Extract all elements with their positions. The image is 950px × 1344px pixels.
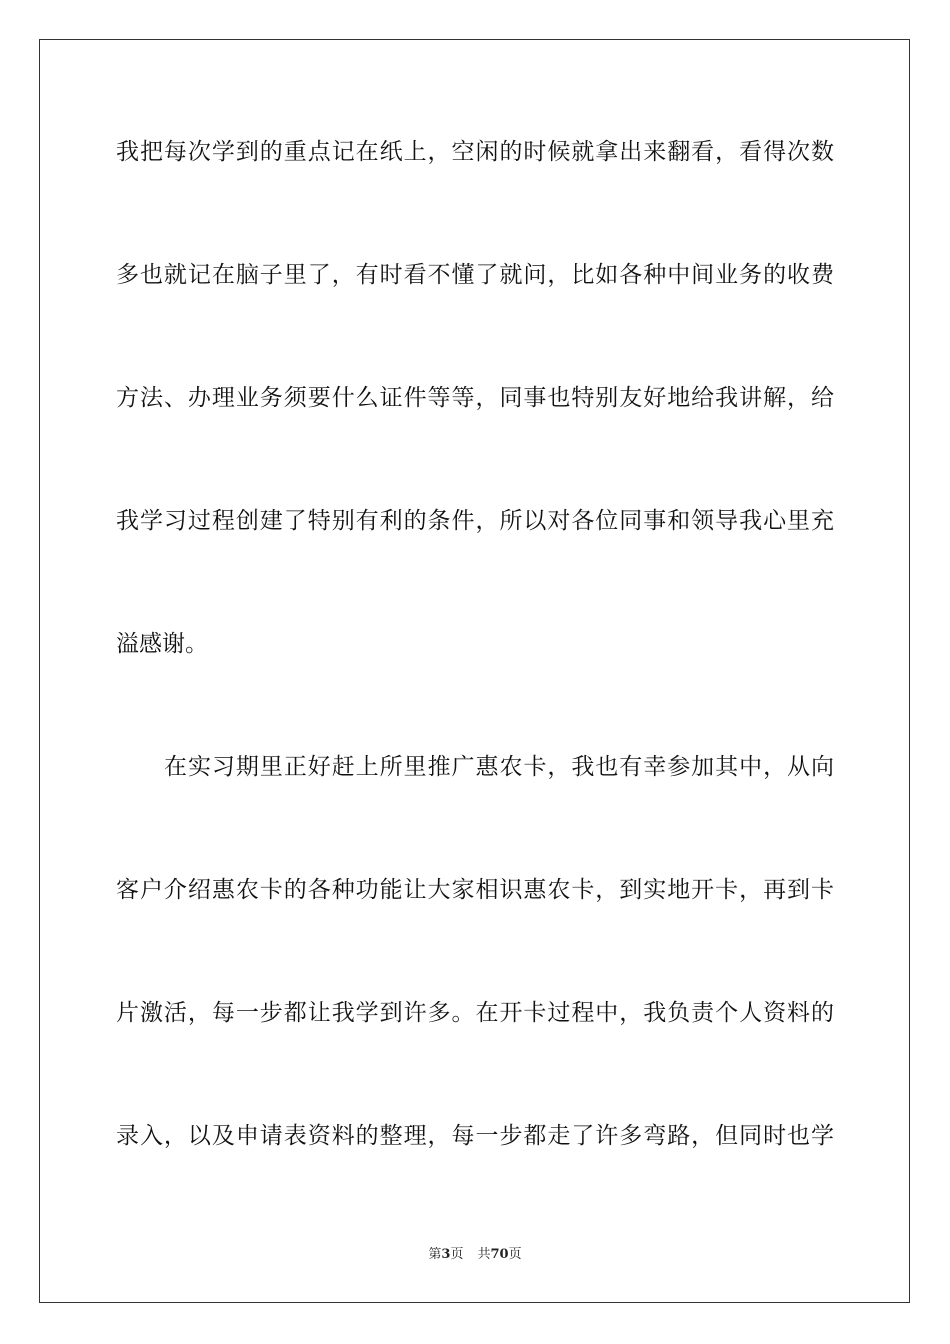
text-line-5: 溢感谢。 [116, 631, 208, 657]
page-footer [0, 1246, 950, 1264]
page-border [39, 39, 910, 1303]
text-line-6: 在实习期里正好赶上所里推广惠农卡，我也有幸参加其中，从向 [164, 754, 834, 780]
text-line-7: 客户介绍惠农卡的各种功能让大家相识惠农卡，到实地开卡，再到卡 [116, 877, 834, 903]
total-pages: 70 [490, 1247, 509, 1262]
page-suffix: 页 [450, 1247, 464, 1262]
text-line-2: 多也就记在脑子里了，有时看不懂了就问，比如各种中间业务的收费 [116, 262, 834, 288]
page-prefix: 第 [428, 1247, 442, 1262]
text-line-4: 我学习过程创建了特别有利的条件，所以对各位同事和领导我心里充 [116, 508, 834, 534]
text-line-8: 片激活，每一步都让我学到许多。在开卡过程中，我负责个人资料的 [116, 1000, 834, 1026]
page-number: 3 [441, 1247, 451, 1262]
total-prefix: 共 [477, 1247, 491, 1262]
text-line-3: 方法、办理业务须要什么证件等等，同事也特别友好地给我讲解，给 [116, 385, 834, 411]
text-line-1: 我把每次学到的重点记在纸上，空闲的时候就拿出来翻看，看得次数 [116, 139, 834, 165]
text-line-9: 录入，以及申请表资料的整理，每一步都走了许多弯路，但同时也学 [116, 1123, 834, 1149]
total-suffix: 页 [508, 1247, 522, 1262]
